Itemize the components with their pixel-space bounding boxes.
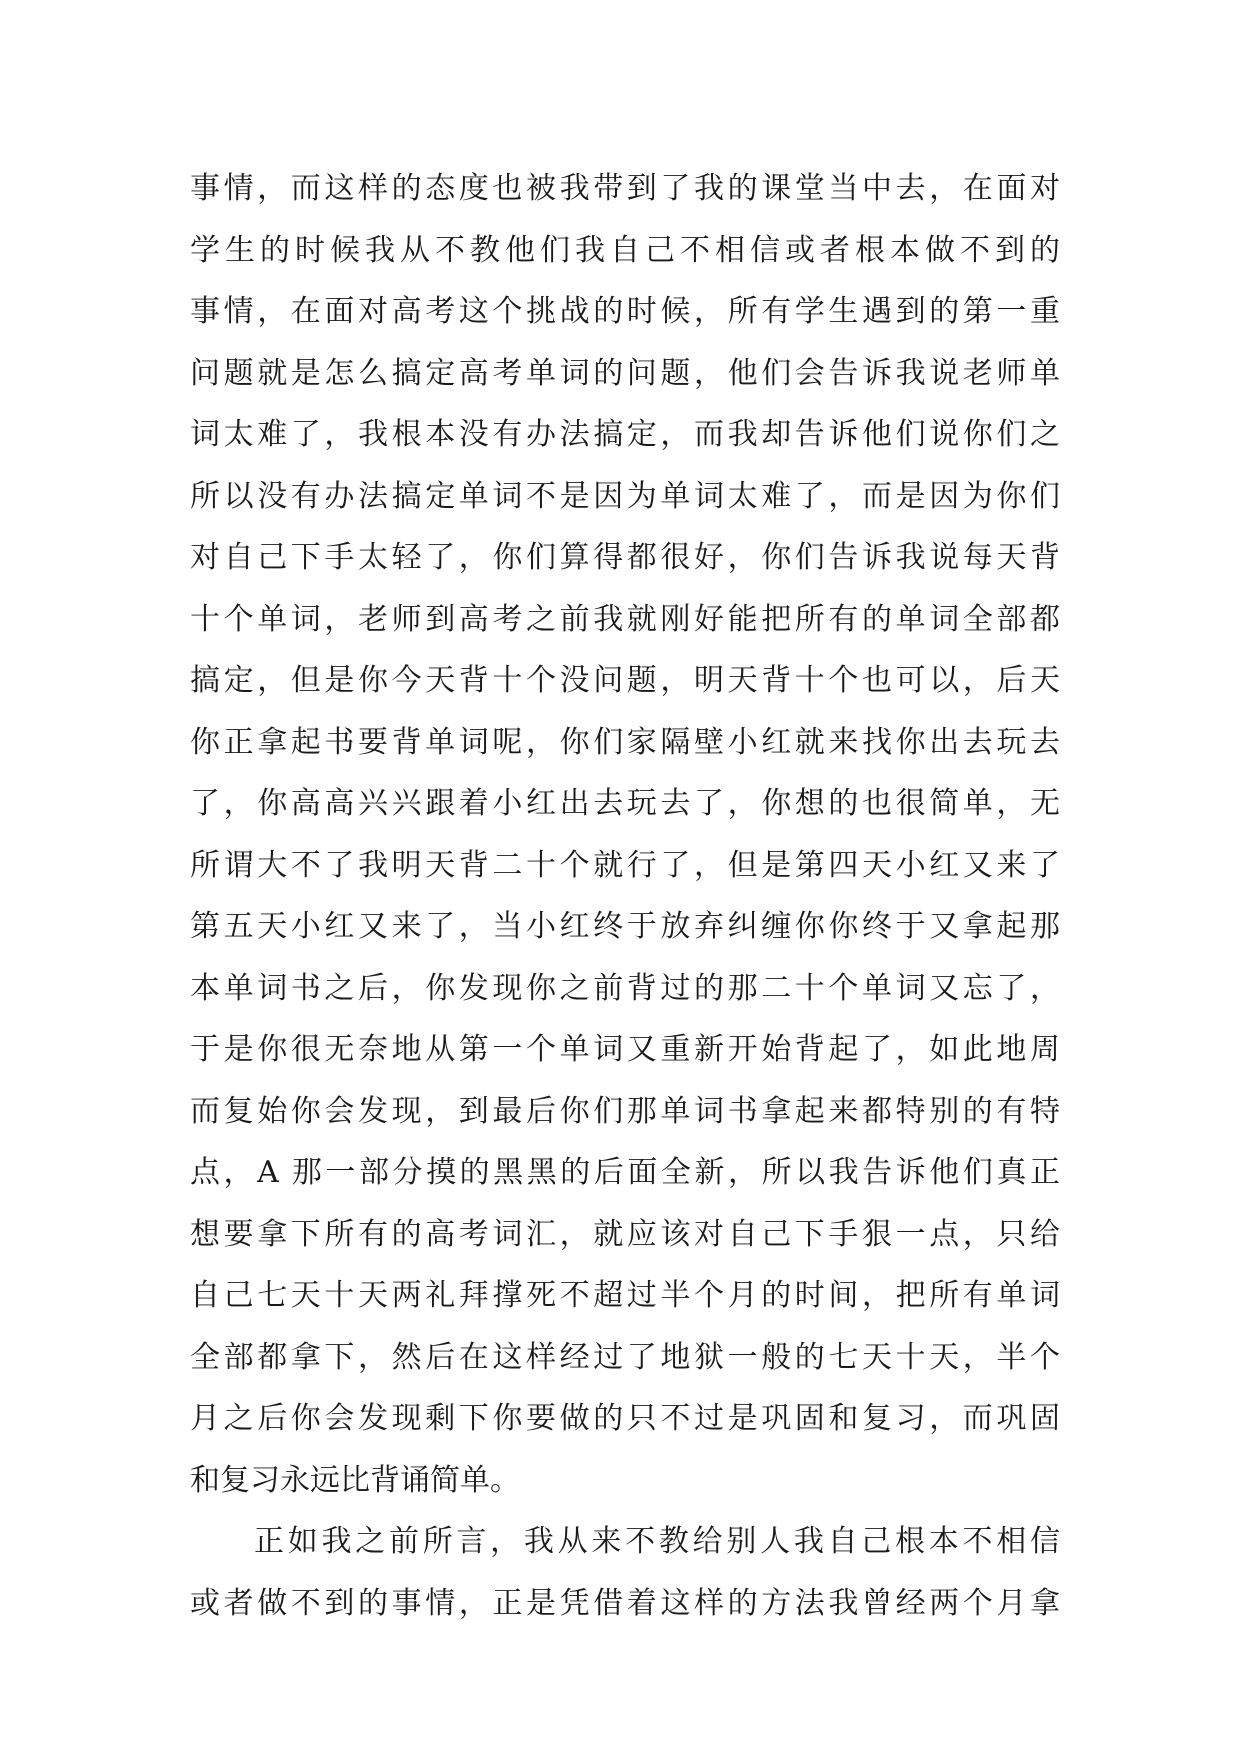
text-line: 或者做不到的事情，正是凭借着这样的方法我曾经两个月拿 (190, 1585, 1060, 1621)
paragraph-1 (190, 158, 1060, 1511)
text-line: 问题就是怎么搞定高考单词的问题，他们会告诉我说老师单 (190, 355, 1060, 391)
text-line: 词太难了，我根本没有办法搞定，而我却告诉他们说你们之 (190, 417, 1060, 452)
text-line: 而复始你会发现，到最后你们那单词书拿起来都特别的有特 (190, 1093, 1060, 1129)
text-line: 和复习永远比背诵简单。 (190, 1462, 520, 1498)
text-line: 对自己下手太轻了，你们算得都很好，你们告诉我说每天背 (190, 540, 1060, 575)
text-line: 全部都拿下，然后在这样经过了地狱一般的七天十天，半个 (190, 1339, 1060, 1375)
text-line: 第五天小红又来了，当小红终于放弃纠缠你你终于又拿起那 (190, 909, 1060, 944)
text-line: 正如我之前所言，我从来不教给别人我自己根本不相信 (254, 1524, 1060, 1559)
text-line: 自己七天十天两礼拜撑死不超过半个月的时间，把所有单词 (190, 1278, 1060, 1313)
text-line: 搞定，但是你今天背十个没问题，明天背十个也可以，后天 (190, 663, 1060, 698)
text-line: 本单词书之后，你发现你之前背过的那二十个单词又忘了， (190, 970, 1060, 1006)
body-text (190, 158, 1060, 1634)
text-line: 点，A 那一部分摸的黑黑的后面全新，所以我告诉他们真正 (190, 1155, 1060, 1190)
text-line: 事情，而这样的态度也被我带到了我的课堂当中去，在面对 (190, 171, 1060, 206)
paragraph-2 (190, 1511, 1060, 1634)
text-line: 所谓大不了我明天背二十个就行了，但是第四天小红又来了 (190, 847, 1060, 883)
text-line: 事情，在面对高考这个挑战的时候，所有学生遇到的第一重 (190, 294, 1060, 329)
text-line: 想要拿下所有的高考词汇，就应该对自己下手狠一点，只给 (190, 1216, 1060, 1252)
text-line: 学生的时候我从不教他们我自己不相信或者根本做不到的 (190, 232, 1060, 268)
text-line: 十个单词，老师到高考之前我就刚好能把所有的单词全部都 (190, 601, 1060, 637)
text-line: 了，你高高兴兴跟着小红出去玩去了，你想的也很简单，无 (190, 786, 1060, 821)
text-line: 你正拿起书要背单词呢，你们家隔壁小红就来找你出去玩去 (190, 724, 1060, 760)
text-line: 月之后你会发现剩下你要做的只不过是巩固和复习，而巩固 (190, 1401, 1060, 1436)
text-line: 于是你很无奈地从第一个单词又重新开始背起了，如此地周 (190, 1032, 1060, 1067)
text-line: 所以没有办法搞定单词不是因为单词太难了，而是因为你们 (190, 478, 1060, 514)
